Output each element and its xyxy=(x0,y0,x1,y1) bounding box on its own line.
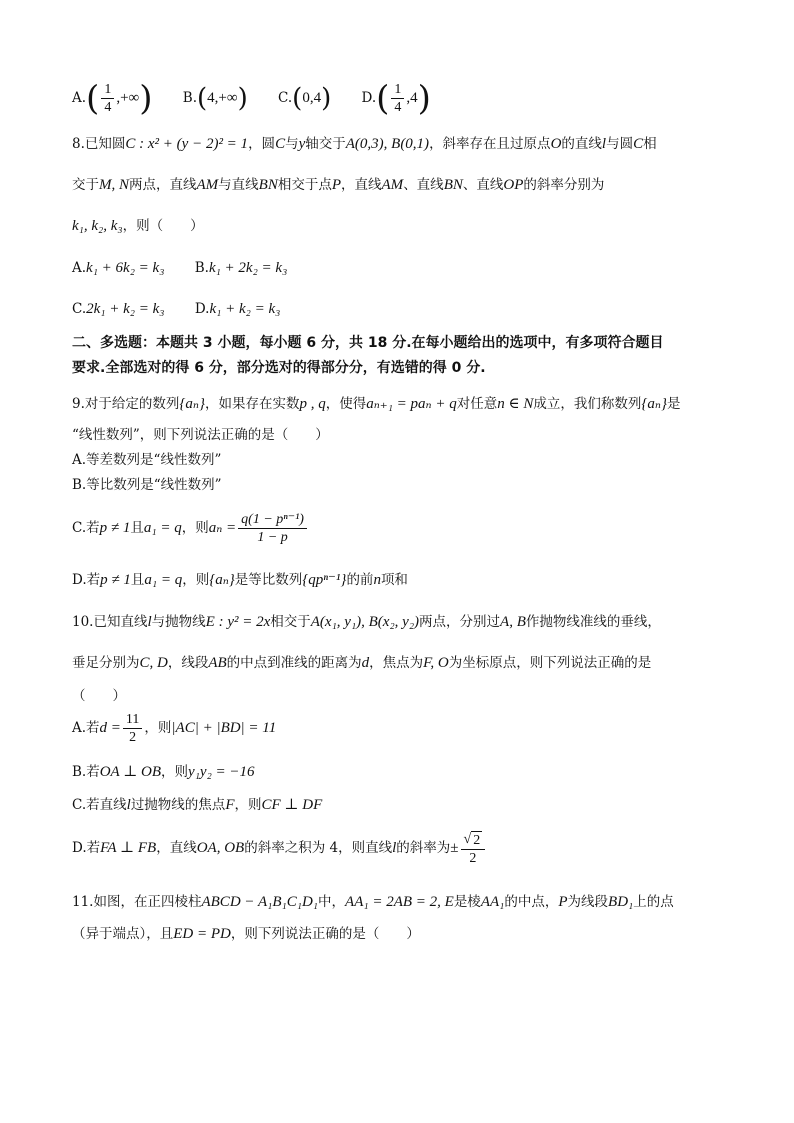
q7-option-c: C.(0,4) xyxy=(278,83,332,114)
q8-stem-line1: 8.已知圆C : x² + (y − 2)² = 1，圆C与y轴交于A(0,3), B(0,1)，斜率存在且过原点O的直线l与圆C相 xyxy=(72,136,657,152)
fraction: $\frac{1}{4}$ xyxy=(391,81,404,116)
q10-stem-line1: 10.已知直线l与抛物线E : y² = 2x相交于A(x₁, y₁), B(x₂, y₂)两点，分别过A, B作抛物线准线的垂线， xyxy=(72,614,661,630)
section2-header-line1: 二、多选题：本题共 3 小题，每小题 6 分，共 18 分.在每小题给出的选项中，有多项符合题目 xyxy=(72,335,664,351)
q8-options-cd xyxy=(72,299,734,319)
fraction: $\frac{1}{4}$ xyxy=(101,81,114,116)
q8-option-b: B.k₁ + 2k₂ = k₃ xyxy=(194,260,288,276)
q8-option-a: A.k₁ + 6k₂ = k₃ xyxy=(72,260,165,276)
q9-option-a: A.等差数列是“线性数列” xyxy=(72,452,222,468)
q10-option-c: C.若直线l过抛物线的焦点F，则CF ⊥ DF xyxy=(72,797,323,813)
q9-option-c: C.若p ≠ 1且a₁ = q，则aₙ = $\frac{\text{q(1 − pⁿ⁻¹)}}{1 - p}$ xyxy=(72,508,734,548)
q7-option-b: B.(4,+∞) xyxy=(182,83,248,114)
q9-option-d: D.若p ≠ 1且a₁ = q，则{aₙ}是等比数列{qpⁿ⁻¹}的前n项和 xyxy=(72,572,408,588)
q8-stem-line3: k₁, k₂, k₃，则（ ） xyxy=(72,218,204,234)
fraction: √ 2 2 xyxy=(461,831,486,867)
q7-option-d: D.( $\frac{1}{4}$ ,4) xyxy=(361,78,431,119)
q8-options-ab xyxy=(72,258,734,278)
q7-options xyxy=(72,78,734,119)
q10-option-a: A.若d = $\frac{11}{2}$ ，则|AC| + |BD| = 11 xyxy=(72,712,277,745)
q11-stem-line2: （异于端点），且ED = PD，则下列说法正确的是（ ） xyxy=(72,926,420,942)
q8-option-d: D.k₁ + k₂ = k₃ xyxy=(194,301,281,317)
q10-option-d: D.若FA ⊥ FB，直线OA, OB的斜率之积为 4，则直线l的斜率为± √ 2 2 xyxy=(72,826,734,870)
q9-option-b: B.等比数列是“线性数列” xyxy=(72,477,222,493)
fraction: $\frac{\text{q(1 − pⁿ⁻¹)}}{1 - p}$ xyxy=(238,511,307,546)
q10-stem-line3: （ ） xyxy=(72,688,126,704)
fraction: $\frac{11}{2}$ xyxy=(123,711,142,746)
q10-option-b: B.若OA ⊥ OB，则y₁y₂ = −16 xyxy=(72,764,255,780)
q8-option-c: C.2k₁ + k₂ = k₃ xyxy=(72,301,165,317)
sqrt-symbol: √ 2 xyxy=(463,831,481,848)
q10-stem-line2: 垂足分别为C, D，线段AB的中点到准线的距离为d，焦点为F, O为坐标原点，则下列说法正确的是 xyxy=(72,655,652,671)
section2-header-line2: 要求.全部选对的得 6 分，部分选对的得部分分，有选错的得 0 分. xyxy=(72,360,486,376)
q11-stem-line1: 11.如图，在正四棱柱ABCD − A₁B₁C₁D₁中，AA₁ = 2AB = 2, E是棱AA₁的中点，P为线段BD₁上的点 xyxy=(72,894,674,910)
q9-stem-line1: 9.对于给定的数列{aₙ}，如果存在实数p , q，使得aₙ₊₁ = paₙ + q对任意n ∈ N成立，我们称数列{aₙ}是 xyxy=(72,396,681,412)
q9-stem-line2: “线性数列”，则下列说法正确的是（ ） xyxy=(72,427,329,443)
q8-stem-line2: 交于M, N两点，直线AM与直线BN相交于点P，直线AM、直线BN、直线OP的斜率分别为 xyxy=(72,177,605,193)
q7-option-a: A.( $\frac{1}{4}$ ,+∞) xyxy=(72,78,153,119)
